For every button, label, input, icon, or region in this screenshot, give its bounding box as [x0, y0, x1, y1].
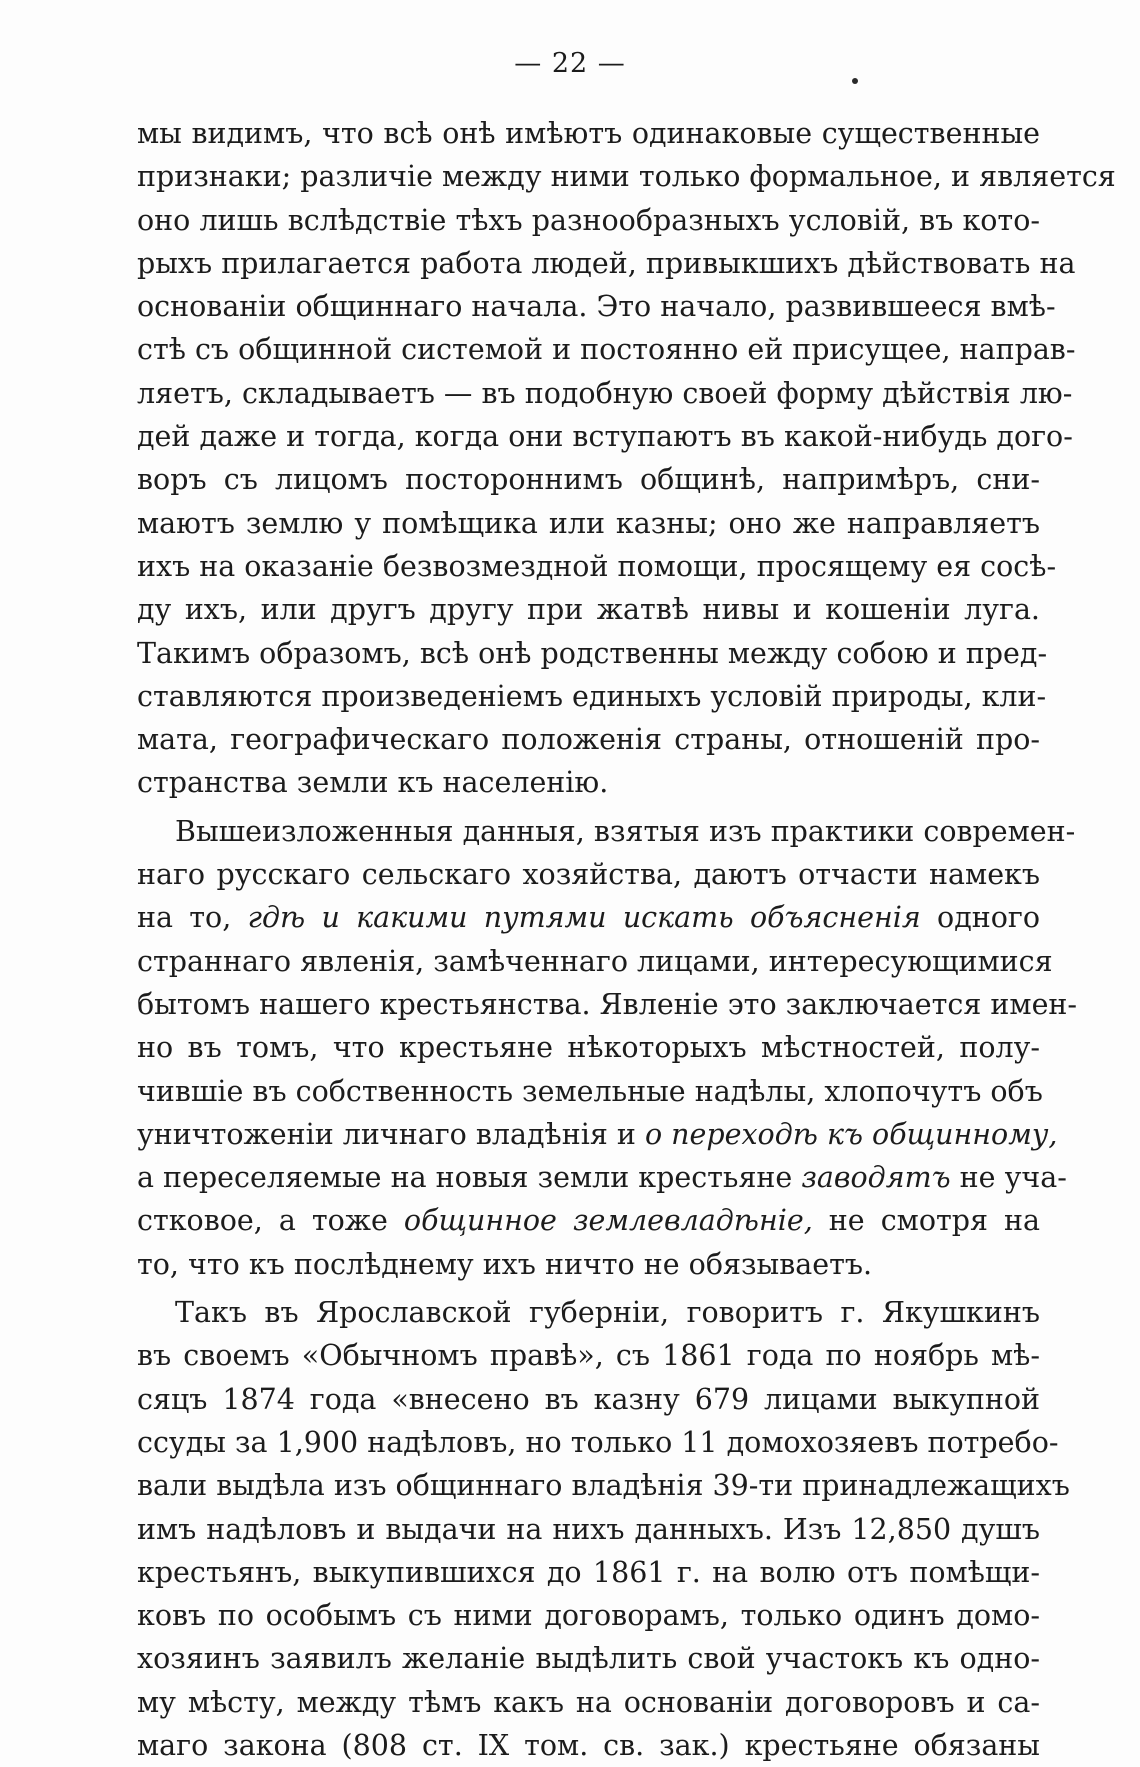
text-line: стѣ съ общинной системой и постоянно ей присущее, направ-	[137, 333, 1076, 367]
text-line: Такимъ образомъ, всѣ онѣ родственны между собою и пред-	[137, 636, 1048, 670]
text-line: дей даже и тогда, когда они вступаютъ въ какой-нибудь дого-	[137, 420, 1073, 454]
ink-speck	[852, 78, 858, 84]
text-line: то, что къ послѣднему ихъ ничто не обязываетъ.	[137, 1247, 873, 1281]
italic-text: заводятъ	[801, 1161, 951, 1195]
text-line	[137, 1199, 1040, 1242]
text-run: стковое, а тоже	[137, 1204, 404, 1238]
text-line: му мѣсту, между тѣмъ какъ на основаніи договоровъ и са-	[137, 1685, 1040, 1719]
text-line: ихъ на оказаніе безвозмездной помощи, просящему ея сосѣ-	[137, 549, 1057, 583]
text-run: одного	[920, 901, 1041, 935]
italic-text: о переходѣ къ общинному,	[644, 1117, 1058, 1151]
body-text	[137, 112, 1116, 1767]
text-line: сяцъ 1874 года «внесено въ казну 679 лицами выкупной	[137, 1382, 1040, 1416]
text-line: маютъ землю у помѣщика или казны; оно же направляетъ	[137, 506, 1040, 540]
text-line: имъ надѣловъ и выдачи на нихъ данныхъ. Изъ 12,850 душъ	[137, 1512, 1040, 1546]
paragraph-2	[137, 810, 1078, 1286]
text-line: вали выдѣла изъ общиннаго владѣнія 39-ти принадлежащихъ	[137, 1469, 1070, 1503]
text-line: крестьянъ, выкупившихся до 1861 г. на волю отъ помѣщи-	[137, 1555, 1040, 1589]
text-run: не смотря на	[812, 1204, 1040, 1238]
text-line: воръ съ лицомъ постороннимъ общинѣ, напримѣръ, сни-	[137, 463, 1040, 497]
text-run: не уча-	[950, 1161, 1067, 1195]
text-line: ставляются произведеніемъ единыхъ условій природы, кли-	[137, 679, 1047, 713]
text-line: маго закона (808 ст. IX том. св. зак.) крестьяне обязаны	[137, 1728, 1040, 1762]
text-run: на то,	[137, 901, 248, 935]
paragraph-1	[137, 112, 1116, 805]
text-line	[137, 896, 1040, 939]
text-line: страннаго явленія, замѣченнаго лицами, интересующимися	[137, 944, 1053, 978]
text-line: Вышеизложенныя данныя, взятыя изъ практики современ-	[175, 814, 1076, 848]
text-line: мы видимъ, что всѣ онѣ имѣютъ одинаковые существенные	[137, 117, 1040, 150]
text-line: въ своемъ «Обычномъ правѣ», съ 1861 года по ноябрь мѣ-	[137, 1339, 1040, 1373]
text-line: основаніи общиннаго начала. Это начало, развившееся вмѣ-	[137, 290, 1056, 324]
text-line: но въ томъ, что крестьяне нѣкоторыхъ мѣстностей, полу-	[137, 1031, 1040, 1065]
text-line: ковъ по особымъ съ ними договорамъ, только одинъ домо-	[137, 1599, 1040, 1633]
text-line: мата, географическаго положенія страны, отношеній про-	[137, 723, 1040, 757]
text-line: странства земли къ населенію.	[137, 766, 609, 800]
text-line: чившіе въ собственность земельные надѣлы, хлопочутъ объ	[137, 1074, 1043, 1108]
italic-text: общинное землевладѣніе,	[403, 1204, 813, 1238]
text-line: бытомъ нашего крестьянства. Явленіе это заключается имен-	[137, 987, 1078, 1021]
text-line: ляетъ, складываетъ — въ подобную своей форму дѣйствія лю-	[137, 376, 1073, 410]
text-run: а переселяемые на новыя земли крестьяне	[137, 1161, 802, 1195]
text-line: ду ихъ, или другъ другу при жатвѣ нивы и кошеніи луга.	[137, 593, 1040, 627]
text-run: уничтоженіи личнаго владѣнія и	[137, 1117, 645, 1151]
paragraph-3	[137, 1291, 1070, 1767]
text-line	[137, 1156, 1067, 1199]
italic-text: гдѣ и какими путями искать объясненія	[247, 901, 921, 935]
text-line: наго русскаго сельскаго хозяйства, даютъ отчасти намекъ	[137, 858, 1040, 892]
text-line: Такъ въ Ярославской губерніи, говоритъ г. Якушкинъ	[175, 1296, 1040, 1330]
page-number: — 22 —	[514, 48, 626, 79]
text-line	[137, 1113, 1058, 1156]
text-line: хозяинъ заявилъ желаніе выдѣлить свой участокъ къ одно-	[137, 1642, 1040, 1676]
text-line: рыхъ прилагается работа людей, привыкшихъ дѣйствовать на	[137, 246, 1076, 280]
text-line: оно лишь вслѣдствіе тѣхъ разнообразныхъ условій, въ кото-	[137, 203, 1040, 237]
text-line: признаки; различіе между ними только формальное, и является	[137, 160, 1116, 194]
text-line: ссуды за 1,900 надѣловъ, но только 11 домохозяевъ потребо-	[137, 1425, 1059, 1459]
